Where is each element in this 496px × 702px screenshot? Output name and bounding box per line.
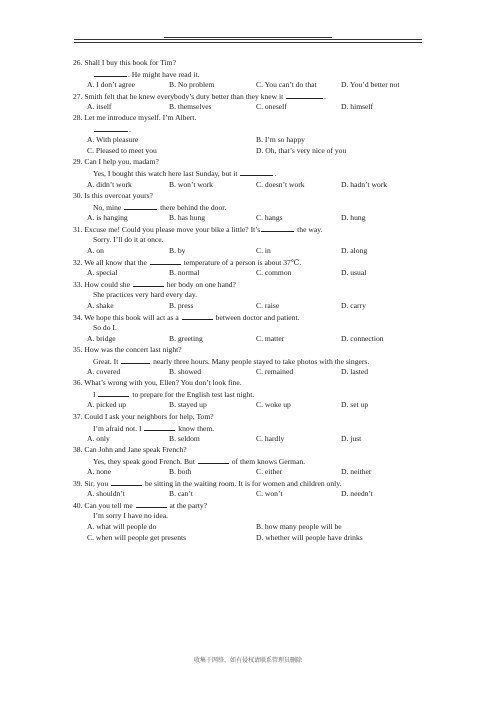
question-line	[73, 190, 433, 201]
question-line	[73, 57, 433, 68]
answer-blank[interactable]	[98, 388, 129, 397]
answer-option[interactable]: D. himself	[341, 102, 374, 112]
question-text: her body on one hand?	[164, 279, 236, 289]
question-text: 32. We all know that the	[73, 257, 149, 267]
answer-option[interactable]: D. hung	[341, 212, 366, 222]
answer-option[interactable]: D. usual	[341, 267, 367, 277]
answer-blank[interactable]	[136, 499, 167, 508]
options-row	[73, 333, 433, 344]
question-text: She practices very hard every day.	[93, 289, 198, 299]
options-row	[73, 134, 433, 145]
options-row	[73, 399, 433, 410]
question-line	[73, 499, 433, 510]
question-text: 34. We hope this book will act as a	[73, 313, 181, 323]
answer-blank[interactable]	[133, 278, 164, 287]
answer-option[interactable]: A. is hanging	[87, 212, 128, 222]
answer-option[interactable]: D. connection	[341, 334, 384, 344]
answer-blank[interactable]	[261, 223, 294, 232]
answer-option[interactable]: B. can’t	[169, 488, 193, 498]
question-text: 27. Smith felt that he knew everybody’s duty better than they knew it	[73, 92, 286, 102]
question-line	[73, 278, 433, 289]
answer-option[interactable]: C. hardly	[256, 433, 285, 443]
question-line	[73, 311, 433, 322]
question-line	[73, 377, 433, 388]
answer-option[interactable]: C. common	[256, 267, 292, 277]
question-text: Yes, I bought this watch here last Sunday, but it	[93, 169, 240, 179]
question-line	[73, 112, 433, 123]
question-text: 38. Can John and Jane speak French?	[73, 444, 187, 454]
question-line	[73, 477, 433, 488]
header-rule-center	[164, 37, 332, 38]
question-text: be sitting in the waiting room. It is for women and children only.	[143, 478, 342, 488]
options-row	[73, 267, 433, 278]
question-continuation	[73, 388, 433, 399]
answer-option[interactable]: B. how many people will be	[256, 521, 342, 531]
answer-option[interactable]: D. just	[341, 433, 362, 443]
question-text: 39. Sir, you	[73, 478, 111, 488]
answer-option[interactable]: A. shake	[87, 301, 114, 311]
question-text: .	[274, 169, 277, 179]
answer-blank[interactable]	[286, 90, 323, 99]
answer-option[interactable]: A. on	[87, 245, 104, 255]
answer-option[interactable]: B. both	[169, 466, 192, 476]
question-line	[73, 156, 433, 167]
answer-option[interactable]: B. has hung	[169, 212, 206, 222]
question-text: 26. Shall I buy this book for Tim?	[73, 58, 176, 67]
question-continuation	[73, 123, 433, 134]
answer-option[interactable]: B. showed	[169, 367, 202, 377]
options-row	[73, 79, 433, 90]
answer-blank[interactable]	[111, 477, 142, 486]
question-continuation	[73, 322, 433, 333]
answer-option[interactable]: A. With pleasure	[87, 135, 139, 145]
question-text: 37. Could I ask your neighbors for help, Tom?	[73, 411, 214, 421]
answer-option[interactable]: B. won’t work	[169, 179, 213, 189]
answer-option[interactable]: D. Oh, that’s very nice of you	[256, 146, 347, 156]
answer-option[interactable]: C. You can’t do that	[256, 80, 317, 90]
answer-option[interactable]: C. hangs	[256, 212, 283, 222]
answer-option[interactable]: A. none	[87, 466, 112, 476]
answer-blank[interactable]	[94, 123, 128, 132]
answer-blank[interactable]	[121, 355, 150, 364]
answer-option[interactable]: C. doesn’t work	[256, 179, 305, 189]
options-row	[73, 145, 433, 156]
question-line	[73, 90, 433, 101]
answer-option[interactable]: C. Pleased to meet you	[87, 146, 157, 156]
options-row	[73, 245, 433, 256]
question-text: 29. Can I help you, madam?	[73, 157, 159, 167]
answer-blank[interactable]	[240, 167, 273, 176]
answer-option[interactable]: B. seldom	[169, 433, 200, 443]
question-text: 28. Let me introduce myself. I’m Albert.	[73, 113, 197, 123]
options-row	[73, 433, 433, 444]
options-row	[73, 532, 433, 543]
options-row	[73, 212, 433, 223]
answer-option[interactable]: A. picked up	[87, 400, 127, 410]
question-line	[73, 444, 433, 455]
answer-option[interactable]: B. by	[169, 245, 186, 255]
header-rule-top	[74, 39, 422, 40]
question-text: .	[129, 125, 131, 135]
question-continuation	[73, 510, 433, 521]
question-text: of them knows German.	[229, 456, 306, 466]
question-continuation	[73, 355, 433, 366]
answer-option[interactable]: D. carry	[341, 301, 366, 311]
question-line	[73, 411, 433, 422]
question-text: to prepare for the English test last night.	[130, 390, 255, 400]
question-continuation	[73, 234, 433, 245]
answer-blank[interactable]	[150, 256, 181, 265]
options-row	[73, 466, 433, 477]
question-text: So do I.	[93, 323, 117, 333]
question-text: 40. Can you tell me	[73, 500, 135, 510]
answer-option[interactable]: B. stayed up	[169, 400, 207, 410]
answer-option[interactable]: A. bridge	[87, 334, 116, 344]
answer-option[interactable]: B. I’m so happy	[256, 135, 305, 145]
question-text: Yes, they speak good French. But	[93, 456, 197, 466]
question-text: temperature of a person is about 37℃.	[181, 257, 302, 267]
answer-option[interactable]: C. in	[256, 245, 271, 255]
question-text: at the party?	[167, 500, 208, 510]
question-continuation	[73, 289, 433, 300]
question-list	[73, 57, 433, 543]
answer-option[interactable]: A. shouldn’t	[87, 488, 125, 498]
question-text: I’m sorry I have no idea.	[93, 510, 169, 520]
question-text: I’m afraid not. I	[93, 423, 144, 433]
question-continuation	[73, 68, 433, 79]
header-rule-bottom	[74, 42, 422, 43]
answer-option[interactable]: C. raise	[256, 301, 280, 311]
question-text: 30. Is this overcoat yours?	[73, 190, 153, 200]
answer-option[interactable]: A. I don’t agree	[87, 80, 135, 90]
answer-blank[interactable]	[144, 422, 175, 431]
question-text: nearly three hours. Many people stayed to take photos with the singers.	[151, 357, 370, 367]
question-text: the way.	[295, 224, 323, 234]
question-text: 31. Excuse me! Could you please move your bike a little? It’s	[73, 224, 261, 234]
answer-option[interactable]: A. itself	[87, 102, 112, 112]
answer-option[interactable]: C. either	[256, 466, 283, 476]
answer-option[interactable]: D. set up	[341, 400, 369, 410]
answer-option[interactable]: C. woke up	[256, 400, 291, 410]
answer-option[interactable]: D. You’d better not	[341, 80, 400, 90]
options-row	[73, 179, 433, 190]
question-line	[73, 223, 433, 234]
answer-option[interactable]: B. press	[169, 301, 194, 311]
answer-option[interactable]: A. only	[87, 433, 110, 443]
options-row	[73, 488, 433, 499]
answer-option[interactable]: C. won’t	[256, 488, 283, 498]
question-text: between doctor and patient.	[213, 313, 300, 323]
answer-blank[interactable]	[124, 201, 157, 210]
answer-option[interactable]: D. lasted	[341, 367, 368, 377]
answer-option[interactable]: C. matter	[256, 334, 285, 344]
question-line	[73, 256, 433, 267]
answer-option[interactable]: A. didn’t work	[87, 179, 132, 189]
answer-option[interactable]: B. normal	[169, 267, 200, 277]
question-text: .	[324, 92, 327, 102]
answer-option[interactable]: B. No problem	[169, 80, 215, 90]
answer-option[interactable]: B. greeting	[169, 334, 203, 344]
question-continuation	[73, 455, 433, 466]
question-text: 35. How was the concert last night?	[73, 345, 182, 355]
question-text: Sorry. I’ll do it at once.	[93, 234, 164, 244]
answer-option[interactable]: C. oneself	[256, 102, 287, 112]
answer-option[interactable]: C. when will people get presents	[87, 533, 187, 543]
options-row	[73, 366, 433, 377]
question-text: there behind the door.	[158, 202, 227, 212]
answer-option[interactable]: D. along	[341, 245, 368, 255]
question-line	[73, 344, 433, 355]
question-text: I	[93, 390, 98, 400]
answer-option[interactable]: A. covered	[87, 367, 121, 377]
answer-option[interactable]: D. hadn’t work	[341, 179, 388, 189]
question-continuation	[73, 422, 433, 433]
answer-blank[interactable]	[182, 311, 213, 320]
answer-option[interactable]: B. themselves	[169, 102, 212, 112]
question-text: 33. How could she	[73, 279, 132, 289]
question-text: . He might have read it.	[128, 70, 200, 80]
question-text: know them.	[176, 423, 215, 433]
question-text: 36. What’s wrong with you, Ellen? You don’t look fine.	[73, 378, 242, 388]
question-text: No, mine	[93, 202, 124, 212]
answer-option[interactable]: D. needn’t	[341, 488, 373, 498]
question-text: Great. It	[93, 357, 121, 367]
answer-option[interactable]: D. neither	[341, 466, 372, 476]
answer-option[interactable]: D. whether will people have drinks	[256, 533, 363, 543]
question-continuation	[73, 201, 433, 212]
footer-note: 收集于网络，如有侵权请联系管理员删除	[193, 657, 302, 664]
options-row	[73, 101, 433, 112]
answer-blank[interactable]	[198, 455, 229, 464]
answer-blank[interactable]	[94, 68, 127, 77]
answer-option[interactable]: A. special	[87, 267, 118, 277]
answer-option[interactable]: A. what will people do	[87, 521, 157, 531]
answer-option[interactable]: C. remained	[256, 367, 294, 377]
options-row	[73, 521, 433, 532]
options-row	[73, 300, 433, 311]
question-continuation	[73, 167, 433, 178]
